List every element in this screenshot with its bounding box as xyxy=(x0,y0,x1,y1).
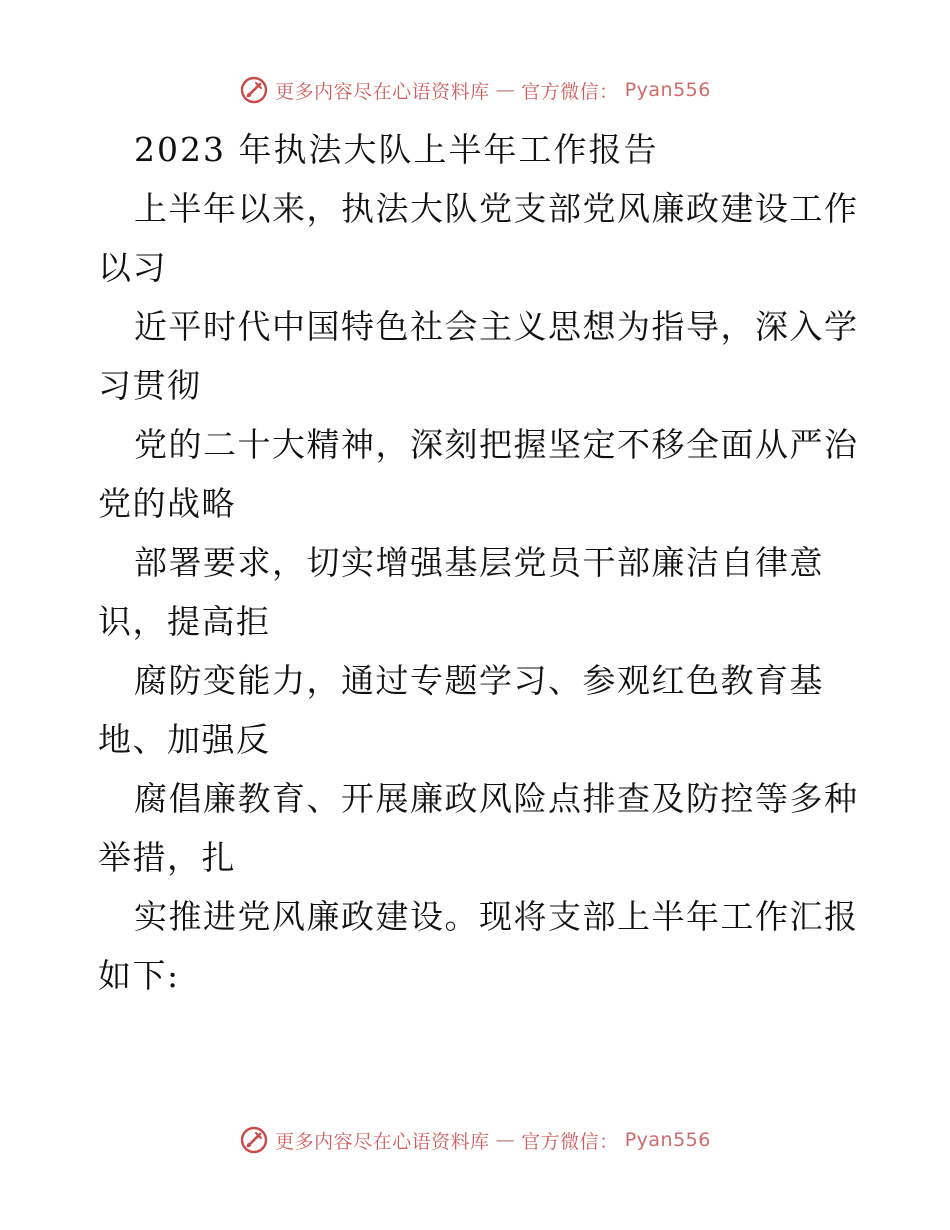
watermark-label: 官方微信： xyxy=(521,80,619,103)
paragraph-line: 实推进党风廉政建设。现将支部上半年工作汇报 xyxy=(134,897,859,936)
watermark-separator: — xyxy=(495,1129,516,1151)
paragraph-line: 以习 xyxy=(98,248,167,287)
paragraph-line: 党的二十大精神，深刻把握坚定不移全面从严治 xyxy=(134,425,859,464)
paragraph-line: 上半年以来，执法大队党支部党风廉政建设工作 xyxy=(134,189,859,228)
paragraph-line: 习贯彻 xyxy=(98,366,202,405)
paragraph-line: 地、加强反 xyxy=(98,720,271,759)
watermark-text: 更多内容尽在心语资料库 xyxy=(275,1130,490,1153)
document-body xyxy=(98,120,878,1005)
paragraph-line: 腐倡廉教育、开展廉政风险点排查及防控等多种 xyxy=(134,779,859,818)
pen-logo-icon xyxy=(239,1125,269,1155)
watermark-text: 更多内容尽在心语资料库 xyxy=(275,80,490,103)
paragraph-line: 如下: xyxy=(98,956,180,995)
paragraph-line: 识，提高拒 xyxy=(98,602,271,641)
watermark-id: Pyan556 xyxy=(624,1129,711,1151)
paragraph-line: 腐防变能力，通过专题学习、参观红色教育基 xyxy=(134,661,824,700)
header-watermark xyxy=(0,72,950,108)
paragraph-line: 部署要求，切实增强基层党员干部廉洁自律意 xyxy=(134,543,824,582)
watermark-label: 官方微信： xyxy=(521,1130,619,1153)
watermark-separator: — xyxy=(495,79,516,101)
paragraph-line: 党的战略 xyxy=(98,484,236,523)
footer-watermark xyxy=(0,1122,950,1158)
pen-logo-icon xyxy=(239,75,269,105)
document-title: 2023 年执法大队上半年工作报告 xyxy=(134,130,659,169)
watermark-id: Pyan556 xyxy=(624,79,711,101)
paragraph-line: 举措，扎 xyxy=(98,838,236,877)
paragraph-line: 近平时代中国特色社会主义思想为指导，深入学 xyxy=(134,307,859,346)
